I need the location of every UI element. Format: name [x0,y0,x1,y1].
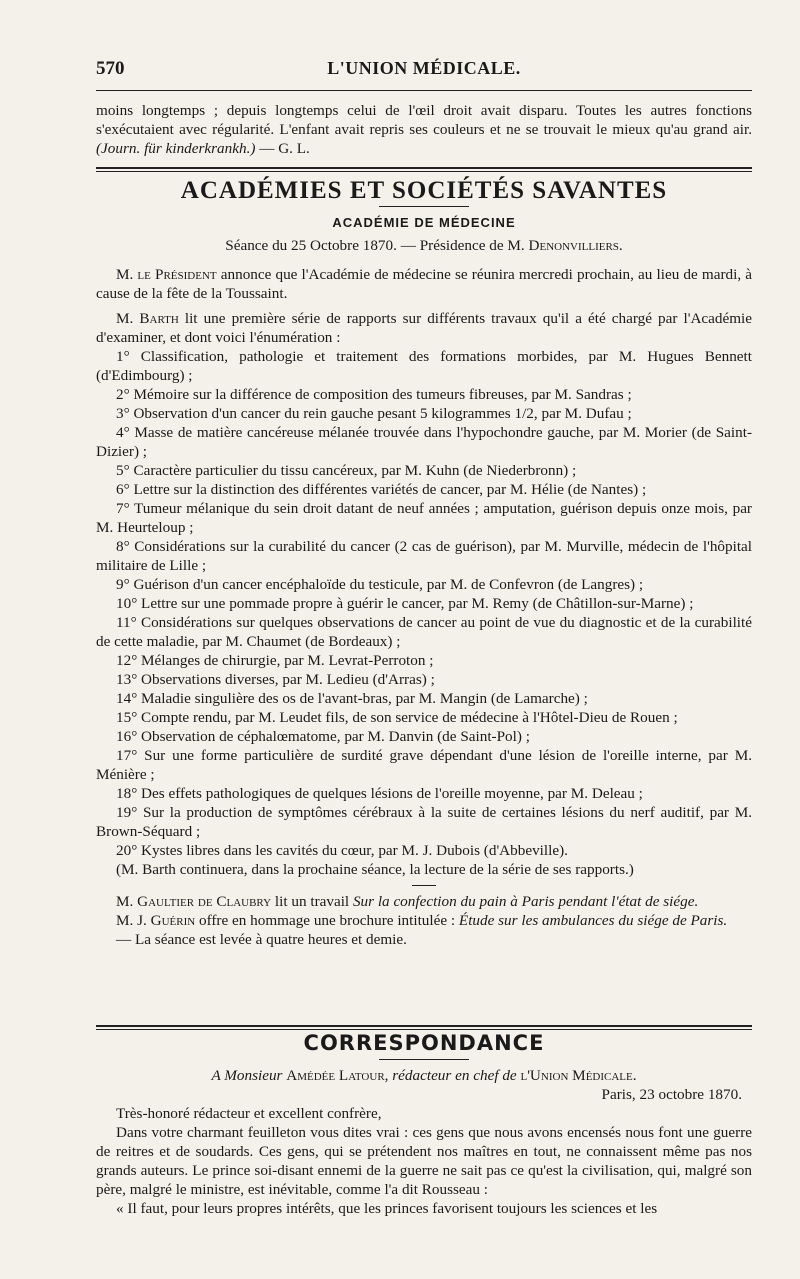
running-title: L'UNION MÉDICALE. [327,58,521,78]
section-rule-4 [96,1029,752,1030]
guerin-title: Étude sur les ambulances du siége de Paris. [458,912,728,929]
session-text: Séance du 25 Octobre 1870. — Présidence de M. [225,237,525,254]
correspondance-section [96,1031,752,1218]
intro-paragraph [96,101,752,158]
guerin-paragraph [96,911,752,930]
letter-paragraph-2: « Il faut, pour leurs propres intérêts, que les princes favorisent toujours les sciences et les [116,1200,658,1217]
guerin-label: M. J. Guérin [116,912,196,929]
gaultier-text: lit un travail [274,893,350,910]
guerin-text: offre en hommage une brochure intitulée : [198,912,456,929]
report-item: 14° Maladie singulière des os de l'avant-bras, par M. Mangin (de Lamarche) ; [116,690,588,707]
president-paragraph [96,265,752,303]
report-item: 3° Observation d'un cancer du rein gauche pesant 5 kilogrammes 1/2, par M. Dufau ; [116,405,632,422]
barth-text: lit une première série de rapports sur différents travaux qu'il a été chargé par l'Académie d'examiner, et dont voici l'énumération : [96,310,753,346]
academy-subtitle: ACADÉMIE DE MÉDECINE [332,215,516,230]
correspondance-title: CORRESPONDANCE [303,1031,545,1055]
salutation: Très-honoré rédacteur et excellent confrère, [116,1105,382,1122]
intro-sign: — G. L. [259,140,310,157]
session-president: Denonvilliers. [528,237,623,254]
report-item: 18° Des effets pathologiques de quelques lésions de l'oreille moyenne, par M. Deleau ; [116,785,643,802]
academies-title: ACADÉMIES ET SOCIÉTÉS SAVANTES [180,177,668,204]
report-item: 17° Sur une forme particulière de surdité grave dépendant d'une lésion de l'oreille interne, par M. Ménière ; [96,747,752,783]
section-rule-3 [96,1025,752,1027]
report-item: 10° Lettre sur une pommade propre à guérir le cancer, par M. Remy (de Châtillon-sur-Marne) ; [116,595,694,612]
page-number: 570 [96,58,125,79]
gaultier-paragraph [96,892,752,911]
report-item: 4° Masse de matière cancéreuse mélanée trouvée dans l'hypochondre gauche, par M. Morier (de Saint-Dizier) ; [96,424,752,460]
academies-section [96,177,753,949]
report-item: 20° Kystes libres dans les cavités du cœur, par M. J. Dubois (d'Abbeville). [116,842,568,859]
report-item: 11° Considérations sur quelques observations de cancer au point de vue du diagnostic et de la curabilité de cette maladie, par M. Chaumet (de Bordeaux) ; [96,614,752,650]
address-a: A Monsieur [211,1067,283,1084]
report-item: 8° Considérations sur la curabilité du cancer (2 cas de guérison), par M. Murville, médecin de l'hôpital militaire de Lille ; [96,538,752,574]
gaultier-title: Sur la confection du pain à Paris pendant l'état de siége. [352,893,699,910]
closing-line: — La séance est levée à quatre heures et demie. [116,931,407,948]
continuation-note: (M. Barth continuera, dans la prochaine séance, la lecture de la série de ses rapports.) [116,861,634,878]
intro-text: moins longtemps ; depuis longtemps celui de l'œil droit avait disparu. Toutes les autres fonctions s'exécutaient avec régularité. L'enfant avait repris ses couleurs et ne se trouvait le mieux qu'au grand air. [96,102,752,138]
report-item: 5° Caractère particulier du tissu cancéreux, par M. Kuhn (de Niederbronn) ; [116,462,577,479]
report-item: 12° Mélanges de chirurgie, par M. Levrat-Perroton ; [116,652,434,669]
address-name: Amédée Latour, [286,1067,389,1084]
report-item: 1° Classification, pathologie et traitement des formations morbides, par M. Hugues Bennett (d'Edimbourg) ; [96,348,752,384]
header-rule [96,90,752,91]
intro-citation: (Journ. für kinderkrankh.) [96,140,256,157]
section-rule-1 [96,167,752,169]
letter-paragraph-1: Dans votre charmant feuilleton vous dites vrai : ces gens que nous avons encensés nous font une guerre de reitres et de soudards. Ces gens, qui se prétendent nos maîtres en tout, ne connaissent même pas nos grands auteurs. Le prince soi-disant ennemi de la guerre ne sait pas ce qu'est la civilisation, qui, malgré son père, malgré le ministre, est inévitable, comme l'a dit Rousseau : [96,1124,752,1198]
address-line [96,1066,752,1085]
gaultier-label: M. Gaultier de Claubry [116,893,272,910]
barth-paragraph [96,309,752,347]
report-item: 15° Compte rendu, par M. Leudet fils, de son service de médecine à l'Hôtel-Dieu de Rouen ; [116,709,678,726]
president-label: M. le Président [116,266,217,283]
address-journal: l'Union Médicale. [520,1067,637,1084]
report-item: 9° Guérison d'un cancer encéphaloïde du testicule, par M. de Confevron (de Langres) ; [116,576,644,593]
reports-list [96,347,752,860]
dash-divider [412,885,436,886]
president-text: annonce que l'Académie de médecine se réunira mercredi prochain, au lieu de mardi, à cause de la fête de la Toussaint. [96,266,752,302]
session-line [96,236,752,255]
barth-label: M. Barth [116,310,179,327]
report-item: 16° Observation de céphalœmatome, par M. Danvin (de Saint-Pol) ; [116,728,530,745]
report-item: 7° Tumeur mélanique du sein droit datant de neuf années ; amputation, guérison depuis onze mois, par M. Heurteloup ; [96,500,752,536]
title-divider [379,206,469,207]
report-item: 6° Lettre sur la distinction des différentes variétés de cancer, par M. Hélie (de Nantes) ; [116,481,647,498]
correspondance-divider [379,1059,469,1060]
report-item: 13° Observations diverses, par M. Ledieu (d'Arras) ; [116,671,435,688]
report-item: 19° Sur la production de symptômes cérébraux à la suite de certaines lésions du nerf auditif, par M. Brown-Séquard ; [96,804,752,840]
page-header [96,58,752,86]
report-item: 2° Mémoire sur la différence de composition des tumeurs fibreuses, par M. Sandras ; [116,386,632,403]
address-b: rédacteur en chef de [392,1067,517,1084]
letter-date: Paris, 23 octobre 1870. [601,1086,742,1103]
section-rule-2 [96,171,752,172]
